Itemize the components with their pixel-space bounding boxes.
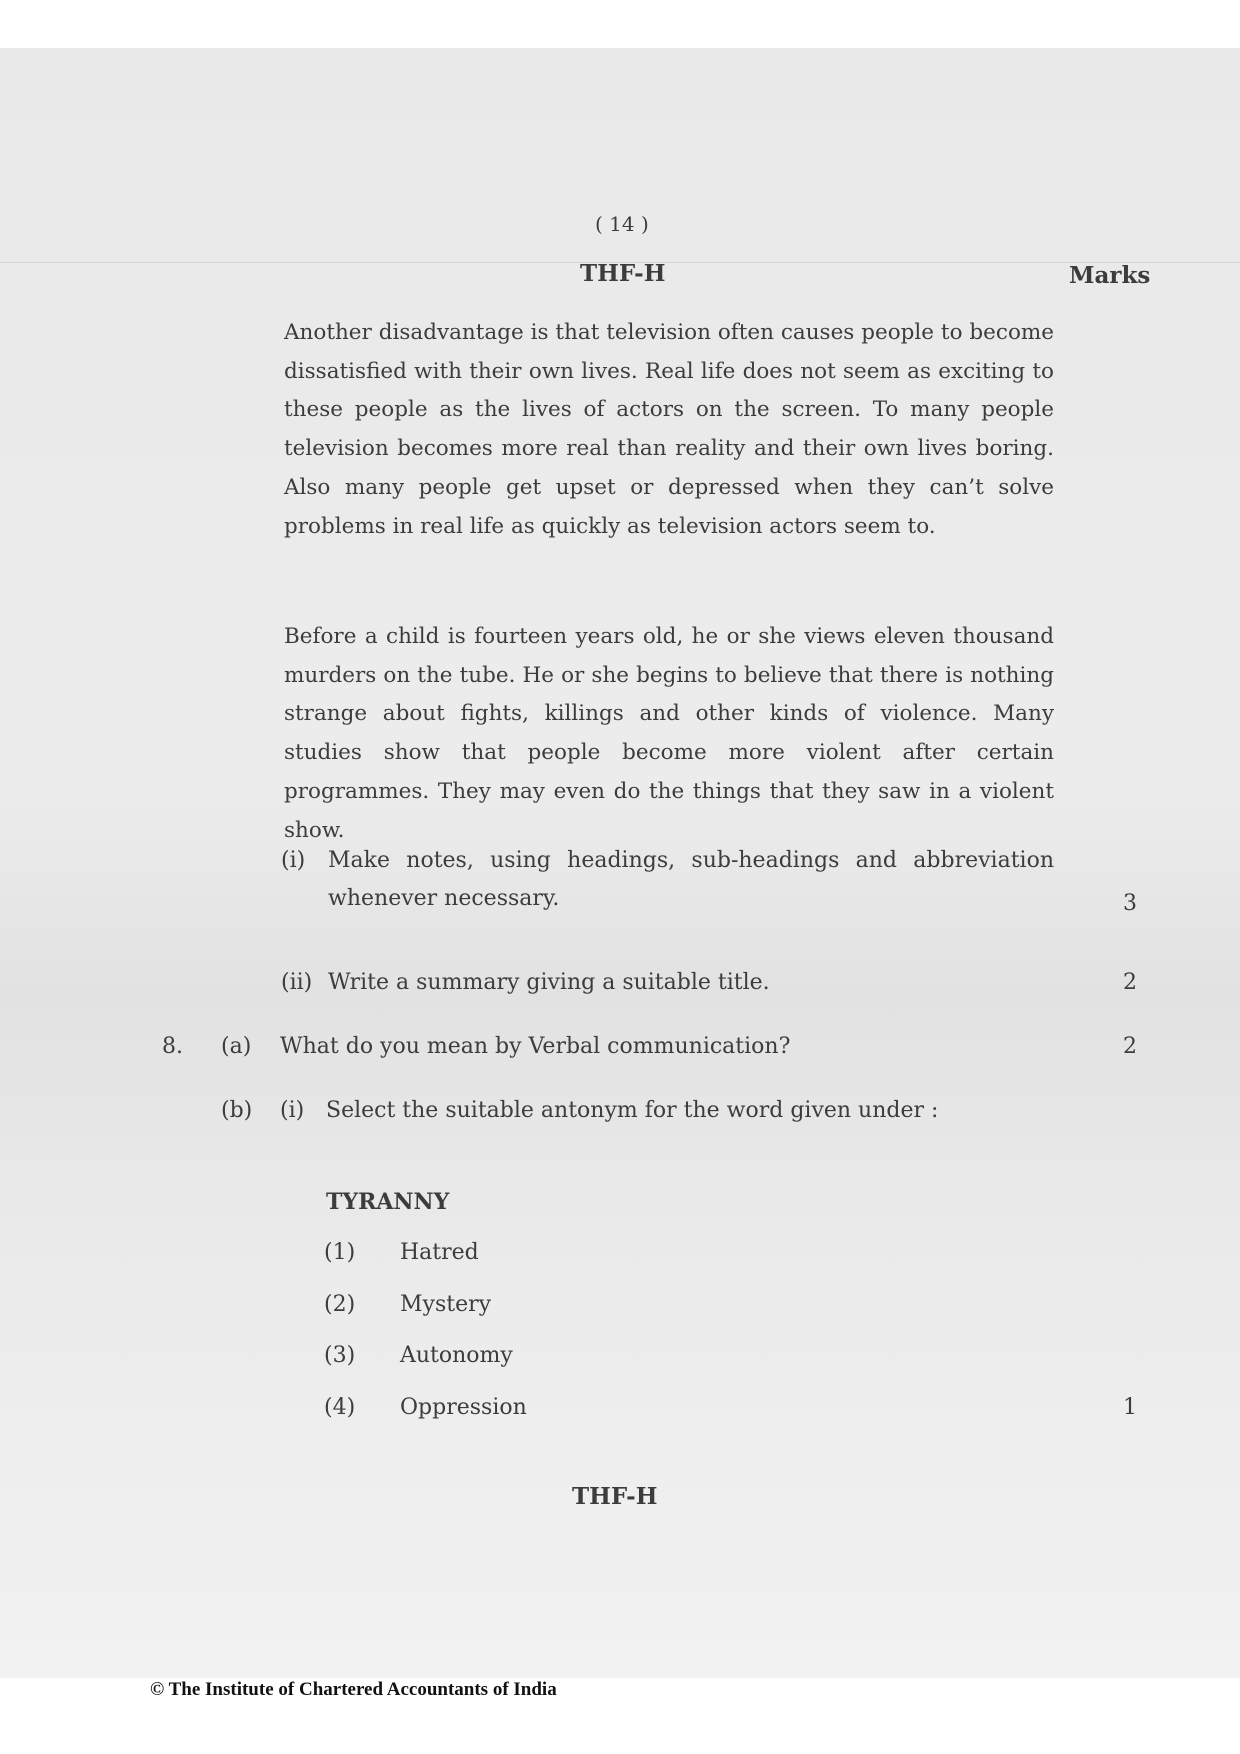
copyright-footer: © The Institute of Chartered Accountants of India [150, 1679, 557, 1700]
q8-part-b-marks: 1 [1123, 1395, 1137, 1420]
q7-part-i-number: (i) [281, 848, 306, 873]
q8-part-b-sub-label: (i) [280, 1098, 305, 1123]
option-4-text: Oppression [400, 1395, 527, 1420]
option-2-text: Mystery [400, 1292, 492, 1317]
q8-part-a-text: What do you mean by Verbal communication? [280, 1034, 791, 1059]
q7-part-i-text-line2: whenever necessary. [328, 886, 560, 911]
passage-paragraph-1: Another disadvantage is that television often causes people to become dissatisfied with their own lives. Real life does not seem as exciting to these people as the lives of actors on the screen. To many people television becomes more real than reality and their own lives boring. Also many people get upset or depressed when they can’t solve problems in real life as quickly as television actors seem to. [284, 320, 1054, 539]
option-3-number: (3) [324, 1343, 356, 1368]
option-1-number: (1) [324, 1240, 356, 1265]
option-1-text: Hatred [400, 1240, 479, 1265]
q8-part-a-label: (a) [221, 1034, 252, 1059]
q7-part-i-marks: 3 [1123, 891, 1137, 916]
q7-part-ii-text: Write a summary giving a suitable title. [328, 970, 770, 995]
paper-code-header: THF-H [580, 260, 666, 287]
option-3-text: Autonomy [400, 1343, 513, 1368]
q7-part-ii-number: (ii) [281, 970, 313, 995]
q8-part-b-text: Select the suitable antonym for the word given under : [326, 1098, 939, 1123]
option-2-number: (2) [324, 1292, 356, 1317]
q7-part-ii-marks: 2 [1123, 970, 1137, 995]
q7-part-i-text-line1: Make notes, using headings, sub-headings and abbreviation [328, 848, 1054, 873]
q8-part-a-marks: 2 [1123, 1034, 1137, 1059]
page-number: ( 14 ) [595, 212, 649, 236]
option-4-number: (4) [324, 1395, 356, 1420]
q8-number: 8. [162, 1034, 183, 1059]
passage-paragraph-2: Before a child is fourteen years old, he or she views eleven thousand murders on the tube. He or she begins to believe that there is nothing strange about fights, killings and other kinds of violence. Many studies show that people become more violent after certain programmes. They may even do the things that they saw in a violent show. [284, 624, 1054, 843]
marks-column-heading: Marks [1069, 262, 1151, 289]
q8-part-b-label: (b) [221, 1098, 253, 1123]
paper-code-footer: THF-H [572, 1483, 658, 1510]
antonym-word: TYRANNY [326, 1189, 450, 1215]
